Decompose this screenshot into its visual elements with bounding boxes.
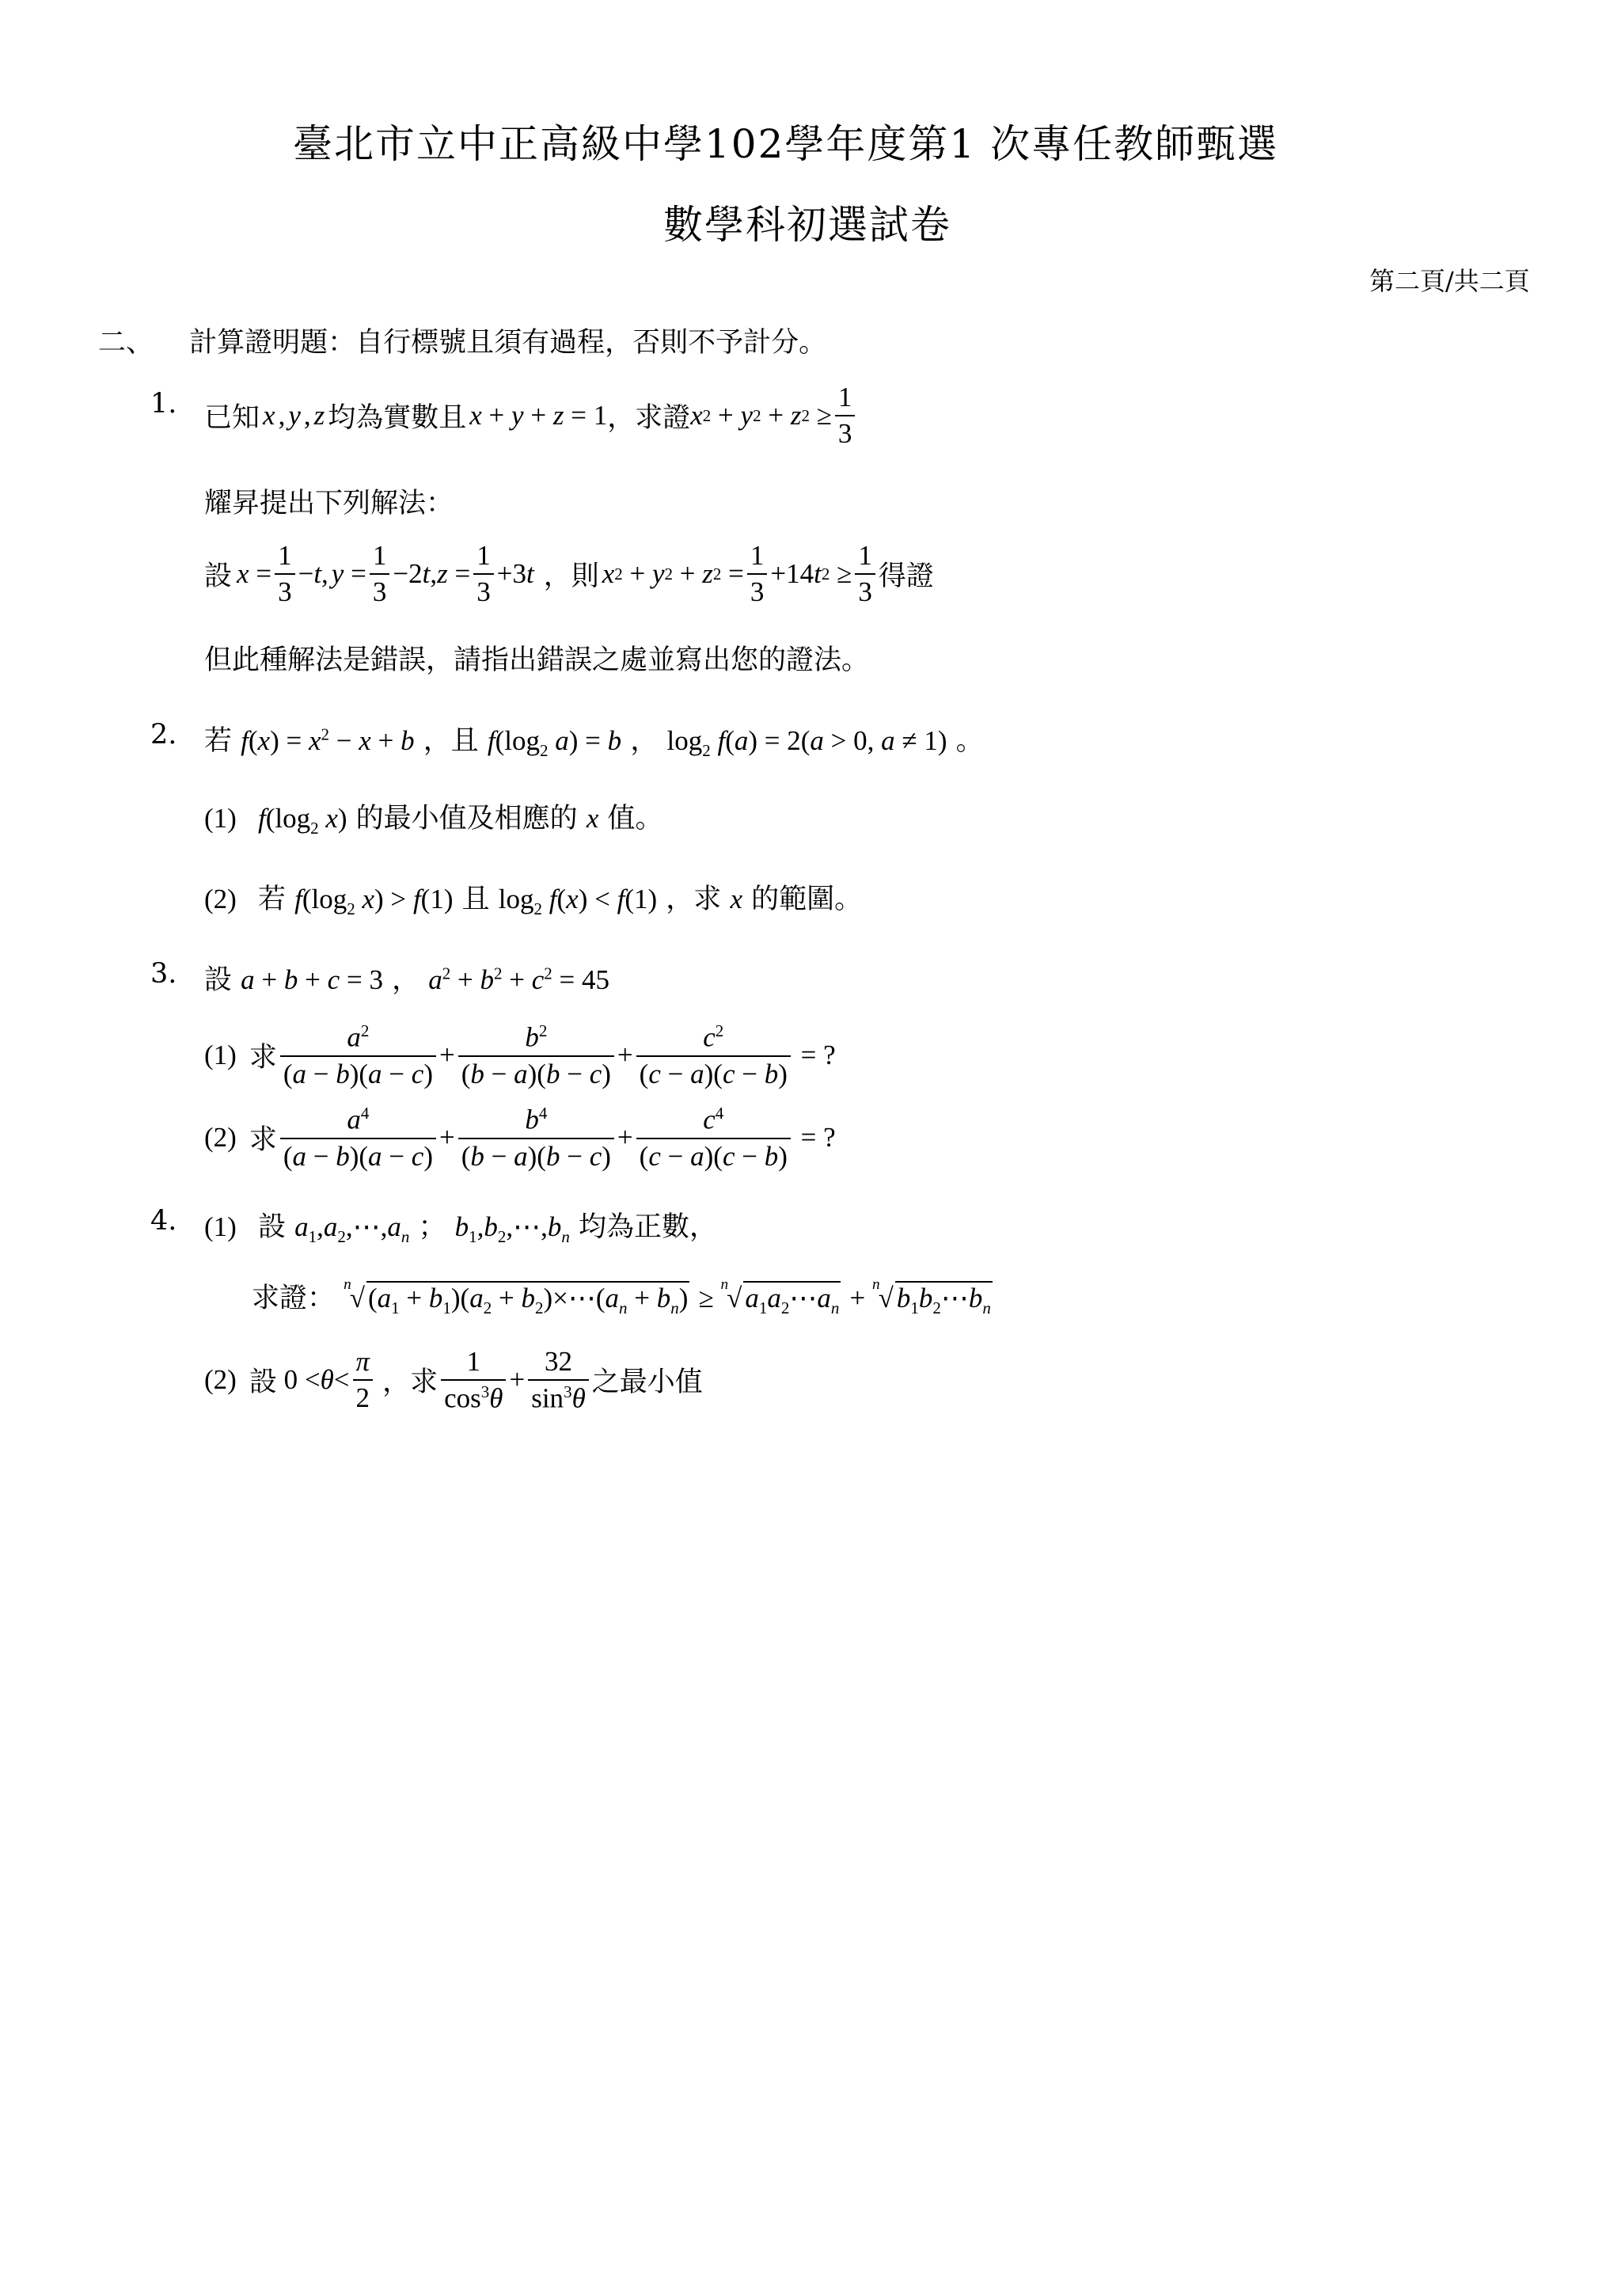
q4-part1-text-positive: 均為正數，	[579, 1211, 718, 1243]
q4-part2: (2) 設 0 < θ < $\frac{\pi}{2}$ ，求 $\frac{1}{\cos^3\theta}$ + $\frac{32}{\sin^3\theta}$ 之最小值	[204, 1346, 703, 1414]
q1-proposal-intro: 耀昇提出下列解法：	[204, 488, 454, 519]
q4-part1-text-let: 設	[257, 1211, 286, 1243]
q3-statement: 設 a + b + c = 3 ， $a^2 + b^2 + c^2 = 45$	[204, 964, 610, 996]
q4-part2-text-min: 之最小值	[591, 1367, 703, 1399]
q4-part1-label: (1)	[204, 1211, 237, 1242]
exam-subtitle: 數學科初選試卷	[663, 202, 951, 248]
q2-part1-text: 的最小值及相應的	[355, 803, 578, 834]
q1-text-prove: ，求證	[607, 402, 691, 434]
section-number: 二、	[98, 327, 154, 359]
q2-part1: (1) $f(\log_2$ x) 的最小值及相應的 x 值。	[204, 803, 663, 838]
q3-number: 3.	[150, 958, 177, 990]
q1-text-known: 已知	[204, 402, 260, 434]
q4-part2-text-let: 設	[249, 1367, 277, 1399]
q1-text-let: 設	[204, 561, 233, 592]
fraction-one-third: $\frac{1}{3}$	[835, 382, 856, 450]
q3-part1: (1) 求 $\frac{a^2}{(a - b)(a - c)}$ + $\frac{b^2}{(b - a)(b - c)}$ + $\frac{c^2}{(c - a)(c - b)}$ = ?	[204, 1021, 836, 1089]
q2-text-if: 若	[204, 725, 233, 757]
q2-text-comma: ，	[630, 725, 659, 757]
q3-part2-label: (2)	[204, 1122, 237, 1154]
q2-part2-text-find: ，求	[666, 884, 722, 915]
exam-title: 臺北市立中正高級中學102學年度第1 次專任教師甄選	[293, 121, 1279, 167]
q1-statement: 已知 x , y , z 均為實數且 x + y + z = 1 ，求證 x 2 + y 2 + z 2 ≥ $\frac{1}{3}$	[204, 382, 858, 450]
section-heading	[98, 321, 826, 360]
q4-part1: (1) 設 $a_1,a_2,\cdots,a_n$ ； $b_1,b_2,\cdots,b_n$ 均為正數，	[204, 1211, 718, 1246]
q2-part2-text-range: 的範圍。	[751, 884, 863, 915]
q4-part1-semicolon: ；	[418, 1211, 446, 1243]
q2-number: 2.	[150, 719, 177, 751]
q2-part2: (2) 若 $f(\log_2$ x) > f(1) 且 $\log_2 f(x) < f(1)$ ，求 x 的範圍。	[204, 884, 863, 918]
q3-part2-ask: 求	[249, 1124, 277, 1157]
q4-part2-label: (2)	[204, 1364, 237, 1396]
section-title: 計算證明題：自行標號且須有過程，否則不予計分。	[189, 327, 827, 359]
q1-task: 但此種解法是錯誤，請指出錯誤之處並寫出您的證法。	[204, 644, 870, 676]
q3-text-comma: ，	[392, 964, 420, 996]
q3-part1-ask: 求	[249, 1042, 277, 1074]
q4-prove-label: 求證：	[252, 1283, 336, 1314]
q3-part1-label: (1)	[204, 1040, 237, 1071]
q4-number: 4.	[150, 1205, 177, 1237]
q2-part2-text-and: 且	[461, 884, 490, 915]
q4-inequality: 求證： $^n$√ $(a_1 + b_1)(a_2$ + $b_2)\times\cdots(a_n + b_n) \ge ^n√$ $a_1a_2\cdots a_n + ^n√$ $b_1b_2\cdots b_n$	[252, 1276, 991, 1317]
q2-text-period: 。	[955, 725, 984, 757]
q2-part2-text-if: 若	[257, 884, 286, 915]
q2-statement: 若 $f(x) = x^2 - x + b$ ，且 $f(\log_2$ a) = b ， $\log_2 f(a) = 2(a > 0$, a ≠ 1) 。	[204, 724, 984, 760]
q2-part1-text-end: 值。	[607, 803, 663, 834]
q1-number: 1.	[150, 388, 177, 420]
page-indicator: 第二頁/共二頁	[1369, 266, 1530, 296]
q3-part2: (2) 求 $\frac{a^4}{(a - b)(a - c)}$ + $\frac{b^4}{(b - a)(b - c)}$ + $\frac{c^4}{(c - a)(c - b)}$ = ?	[204, 1104, 836, 1172]
q4-part2-text-find: ，求	[382, 1367, 438, 1399]
q2-part2-label: (2)	[204, 884, 237, 914]
q2-part1-label: (1)	[204, 803, 237, 834]
q1-text-then: ，則	[543, 561, 599, 592]
q1-text-proved: 得證	[878, 561, 934, 592]
q1-text-real: 均為實數且	[328, 402, 467, 434]
q3-text-let: 設	[204, 964, 233, 996]
q2-text-and: ，且	[423, 725, 479, 757]
q1-proposed-solution: 設 x = $\frac{1}{3}$ − t , y = $\frac{1}{3}$ −2 t , z = $\frac{1}{3}$ +3 t ，則 x 2 + y 2 + z 2 = $\frac{1}{3}$ +14 t 2 ≥ $\frac{1}{3}$ 得證	[204, 540, 934, 607]
